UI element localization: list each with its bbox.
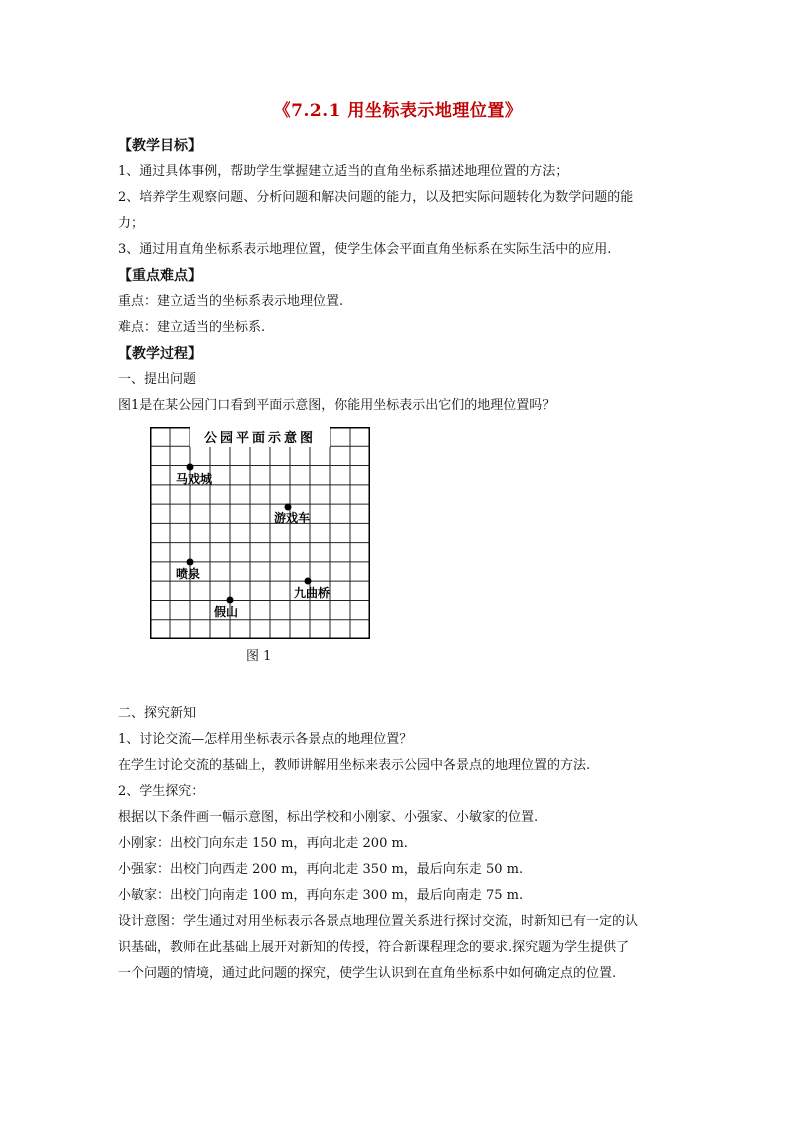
paragraph: 1、讨论交流—怎样用坐标表示各景点的地理位置？ (118, 732, 413, 747)
objective-item: 1、通过具体事例，帮助学生掌握建立适当的直角坐标系描述地理位置的方法； (118, 164, 569, 179)
paragraph: 小敏家：出校门向南走 100 m，再向东走 300 m，最后向南走 75 m. (118, 888, 524, 903)
objective-item: 2、培养学生观察问题、分析问题和解决问题的能力，以及把实际问题转化为数学问题的能 (118, 190, 634, 205)
document-page (118, 96, 678, 987)
paragraph: 2、学生探究： (118, 784, 205, 799)
ride-dot (285, 504, 292, 511)
figure-caption: 图 1 (246, 649, 272, 664)
keypoints-heading: 【重点难点】 (118, 268, 202, 284)
design-intent-line: 识基础，教师在此基础上展开对新知的传授，符合新课程理念的要求.探究题为学生提供了 (118, 940, 630, 955)
fountain-label: 喷泉 (176, 567, 201, 581)
paragraph: 小刚家：出校门向东走 150 m，再向北走 200 m. (118, 836, 408, 851)
objectives-heading: 【教学目标】 (118, 138, 202, 154)
ride-label: 游戏车 (274, 511, 311, 525)
process-heading: 【教学过程】 (118, 346, 202, 362)
focus-text: 重点：建立适当的坐标系表示地理位置. (118, 294, 344, 309)
circus-dot (187, 464, 194, 471)
objective-item: 3、通过用直角坐标系表示地理位置，使学生体会平面直角坐标系在实际生活中的应用. (118, 242, 612, 257)
paragraph: 根据以下条件画一幅示意图，标出学校和小刚家、小强家、小敏家的位置. (118, 810, 539, 825)
bridge-dot (305, 578, 312, 585)
rockery-dot (227, 597, 234, 604)
objective-item: 力； (118, 216, 145, 231)
park-map-figure (150, 427, 370, 639)
page-title: 《7.2.1 用坐标表示地理位置》 (273, 101, 523, 121)
design-intent-line: 一个问题的情境，通过此问题的探究，使学生认识到在直角坐标系中如何确定点的位置. (118, 966, 617, 981)
map-header: 公园平面示意图 (203, 431, 317, 446)
paragraph: 小强家：出校门向西走 200 m，再向北走 350 m，最后向东走 50 m. (118, 862, 524, 877)
part1-text: 图1是在某公园门口看到平面示意图，你能用坐标表示出它们的地理位置吗？ (118, 398, 556, 413)
rockery-label: 假山 (214, 605, 239, 619)
circus-label: 马戏城 (176, 472, 213, 486)
difficulty-text: 难点：建立适当的坐标系. (118, 320, 266, 335)
design-intent-line: 设计意图：学生通过对用坐标表示各景点地理位置关系进行探讨交流，时新知已有一定的认 (118, 914, 639, 929)
part1-title: 一、提出问题 (118, 372, 197, 387)
bridge-label: 九曲桥 (294, 586, 331, 600)
part2-title: 二、探究新知 (118, 706, 197, 721)
fountain-dot (187, 559, 194, 566)
paragraph: 在学生讨论交流的基础上，教师讲解用坐标来表示公园中各景点的地理位置的方法. (118, 758, 591, 773)
park-map-grid (150, 427, 370, 639)
